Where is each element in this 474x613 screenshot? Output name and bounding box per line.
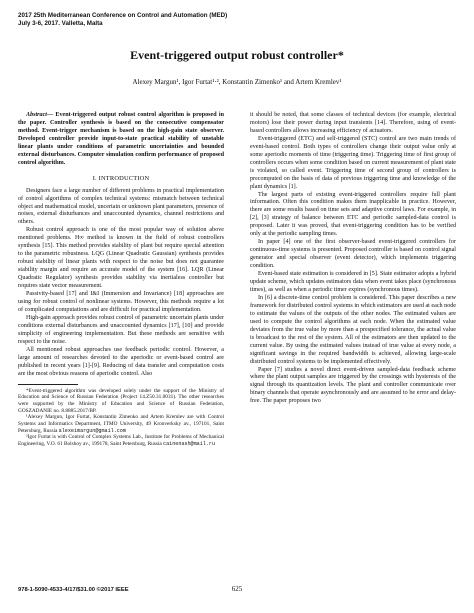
footnote-affiliation-1-text: ¹Alexey Margun, Igor Furtat, Konstantin Zimenko and Artem Kremlev are with Control Systems and Informatics Department, ITMO University, 49 Kronverksky av., 197101, Saint Petersburg, Russia	[18, 414, 224, 434]
paper-title: Event-triggered output robust controller*	[130, 48, 344, 62]
abstract	[18, 112, 224, 168]
left-paragraph-5: All mentioned robust approaches use feedback periodic control. However, a large amount of researches devoted to the aperiodic or event-based control are published in recent years [1]-[9]. Reducing of data transfer and computation costs are the most obvious reasons of aperiodic control. Also	[18, 346, 224, 377]
left-paragraph-1: Designers face a large number of different problems in practical implementation of control algorithms of complex technical systems: mismatch between technical object and mathematical model, uncertain or unknown plant parameters, presence of noises, external disturbances and unaccounted dynamics, channel restrictions and others.	[18, 187, 224, 226]
conference-line-1: 2017 25th Mediterranean Conference on Control and Automation (MED)	[18, 12, 228, 19]
footnote-affiliation-2	[18, 434, 224, 447]
right-paragraph-2: Event-triggered (ETC) and self-triggered (STC) control are two main trends of event-based control. Both types of controllers change their output value only at some aperiodic moments of time (triggering time). Triggering time of first group of controllers occurs when some condition based on current measurement of plant state is violated, so called event. Triggering time of second group of controllers is precomputed on the basis of data of previous triggering time and knowledge of the plant dynamics [1].	[250, 135, 456, 190]
left-column	[18, 112, 224, 448]
footnote-funding: *Event-triggered algorithm was developed solely under the support of the Ministry of Education and Science of Russian Federation (Project 14.Z50.31.0031). The other researches were supported by the Ministry of Education and Science of Russian Federation, GOSZADANIE no. 8.8885.2017/BP.	[18, 387, 224, 414]
conference-line-2: July 3-6, 2017. Valletta, Malta	[18, 20, 103, 27]
right-paragraph-1: it should be noted, that some classes of technical devices (for example, electrical motors) lose their power during input transients [14]. Therefore, using of event-based controllers allows increasing efficiency of actuators.	[250, 112, 456, 134]
left-paragraph-2: Robust control approach is one of the most popular way of solution above mentioned problems. H∞ method is known in the field of robust controllers synthesis [15]. This method provides stability of plant but require special attention to the parametric robustness. LQG (Linear Quadratic Gaussian) synthesis provides robust stability of linear plants with respect to the noise but does not guarantee stability margin and require an accurate model of the system [16]. LQR (Linear Quadratic Regulator) synthesis provides stability via inertialess controller but requires state vector measurement.	[18, 227, 224, 290]
abstract-text: Event-triggered output robust control algorithm is proposed in the paper. Controller synthesis is based on the consecutive compensator method. Event-trigger mechanism is based on the high-gain state observer. Developed controller provide input-to-state practical stability of unstable linear plants under conditions of parametric uncertainties and bounded external disturbances. Computer simulation confirm performance of proposed control algorithm.	[18, 112, 224, 166]
left-paragraph-3: Passivity-based [17] and I&I (Immersion and Invariance) [18] approaches are using for robust control of nonlinear systems. However, this methods require a lot of complicated computations and are difficult for practical implementation.	[18, 291, 224, 313]
footnote-affiliation-1	[18, 414, 224, 434]
right-column	[250, 112, 456, 406]
paper-authors: Alexey Margun¹, Igor Furtat¹·², Konstantin Zimenko¹ and Artem Kremlev¹	[132, 78, 342, 86]
section-heading-introduction: I. INTRODUCTION	[92, 174, 150, 182]
right-paragraph-6: In [6] a discrete-time control problem is considered. This paper describes a new framework for distributed control systems in which estimators are used at each node to estimate the values of the outputs of the other nodes. The estimated values are used to compute the control algorithms at each node. When the estimated value deviates from the true value by more than a prespecified tolerance, the actual value is broadcast to the rest of the system. All of the estimators are then updated to the current value. By using the estimated values instead of true value at every node, a significant savings in the required bandwidth is achieved, allowing large-scale distributed control systems to be implemented effectively.	[250, 294, 456, 365]
right-paragraph-5: Event-based state estimation is considered in [5]. State estimator adopts a hybrid update scheme, which updates estimators data when event takes place (synchronous times), as well as when a periodic timer expires (synchronous times).	[250, 271, 456, 293]
footnote-divider	[18, 384, 78, 385]
right-paragraph-3: The largest parts of existing event-triggered controllers require full plant information. Often this condition makes them inapplicable in practice. However, there are some results based on time sets and adaptive control laws. For example, in [2], [3] strategy of balance between ETC and periodic sampled-data control is proposed. Later it was proved, that event-triggering condition has to be verified only at the periodic sampling times.	[250, 191, 456, 238]
email-link-margun[interactable]: alexeimargun@gmail.com	[58, 427, 126, 434]
right-paragraph-7: Paper [7] studies a novel direct event-driven sampled-data feedback scheme where the plant output samples are triggered by the crossings with hysteresis of the signal through its quantization levels. The plant and controller communicate over binary channels that operate asynchronously and are assumed to be error and delay-free. The paper proposes two	[250, 366, 456, 405]
conference-header	[18, 12, 227, 28]
copyright-line: 978-1-5090-4533-4/17/$31.00 ©2017 IEEE	[18, 587, 129, 593]
abstract-label: Abstract—	[26, 112, 54, 118]
email-link-furtat[interactable]: cainenash@mail.ru	[163, 441, 215, 448]
footnote-affiliation-2-text: ²Igor Furtat is with Control of Complex Systems Lab., Institute for Problems of Mechanical Engineering, V.O. 61 Bolshoy av., 199178, Saint Petersburg, Russia	[18, 434, 224, 448]
page-number: 625	[231, 585, 243, 593]
left-paragraph-4: High-gain approach provides robust control of parametric uncertain plants under conditions external disturbances and unaccounted dynamics [17], [10] and provide simplicity of engineering implementation. But these methods are sensitive with respect to the noise.	[18, 314, 224, 345]
right-paragraph-4: In paper [4] one of the first observer-based event-triggered controllers for continuous-time systems is presented. Proposed controller is based on control signal generator and special observer (event detector), which implements triggering condition.	[250, 239, 456, 270]
